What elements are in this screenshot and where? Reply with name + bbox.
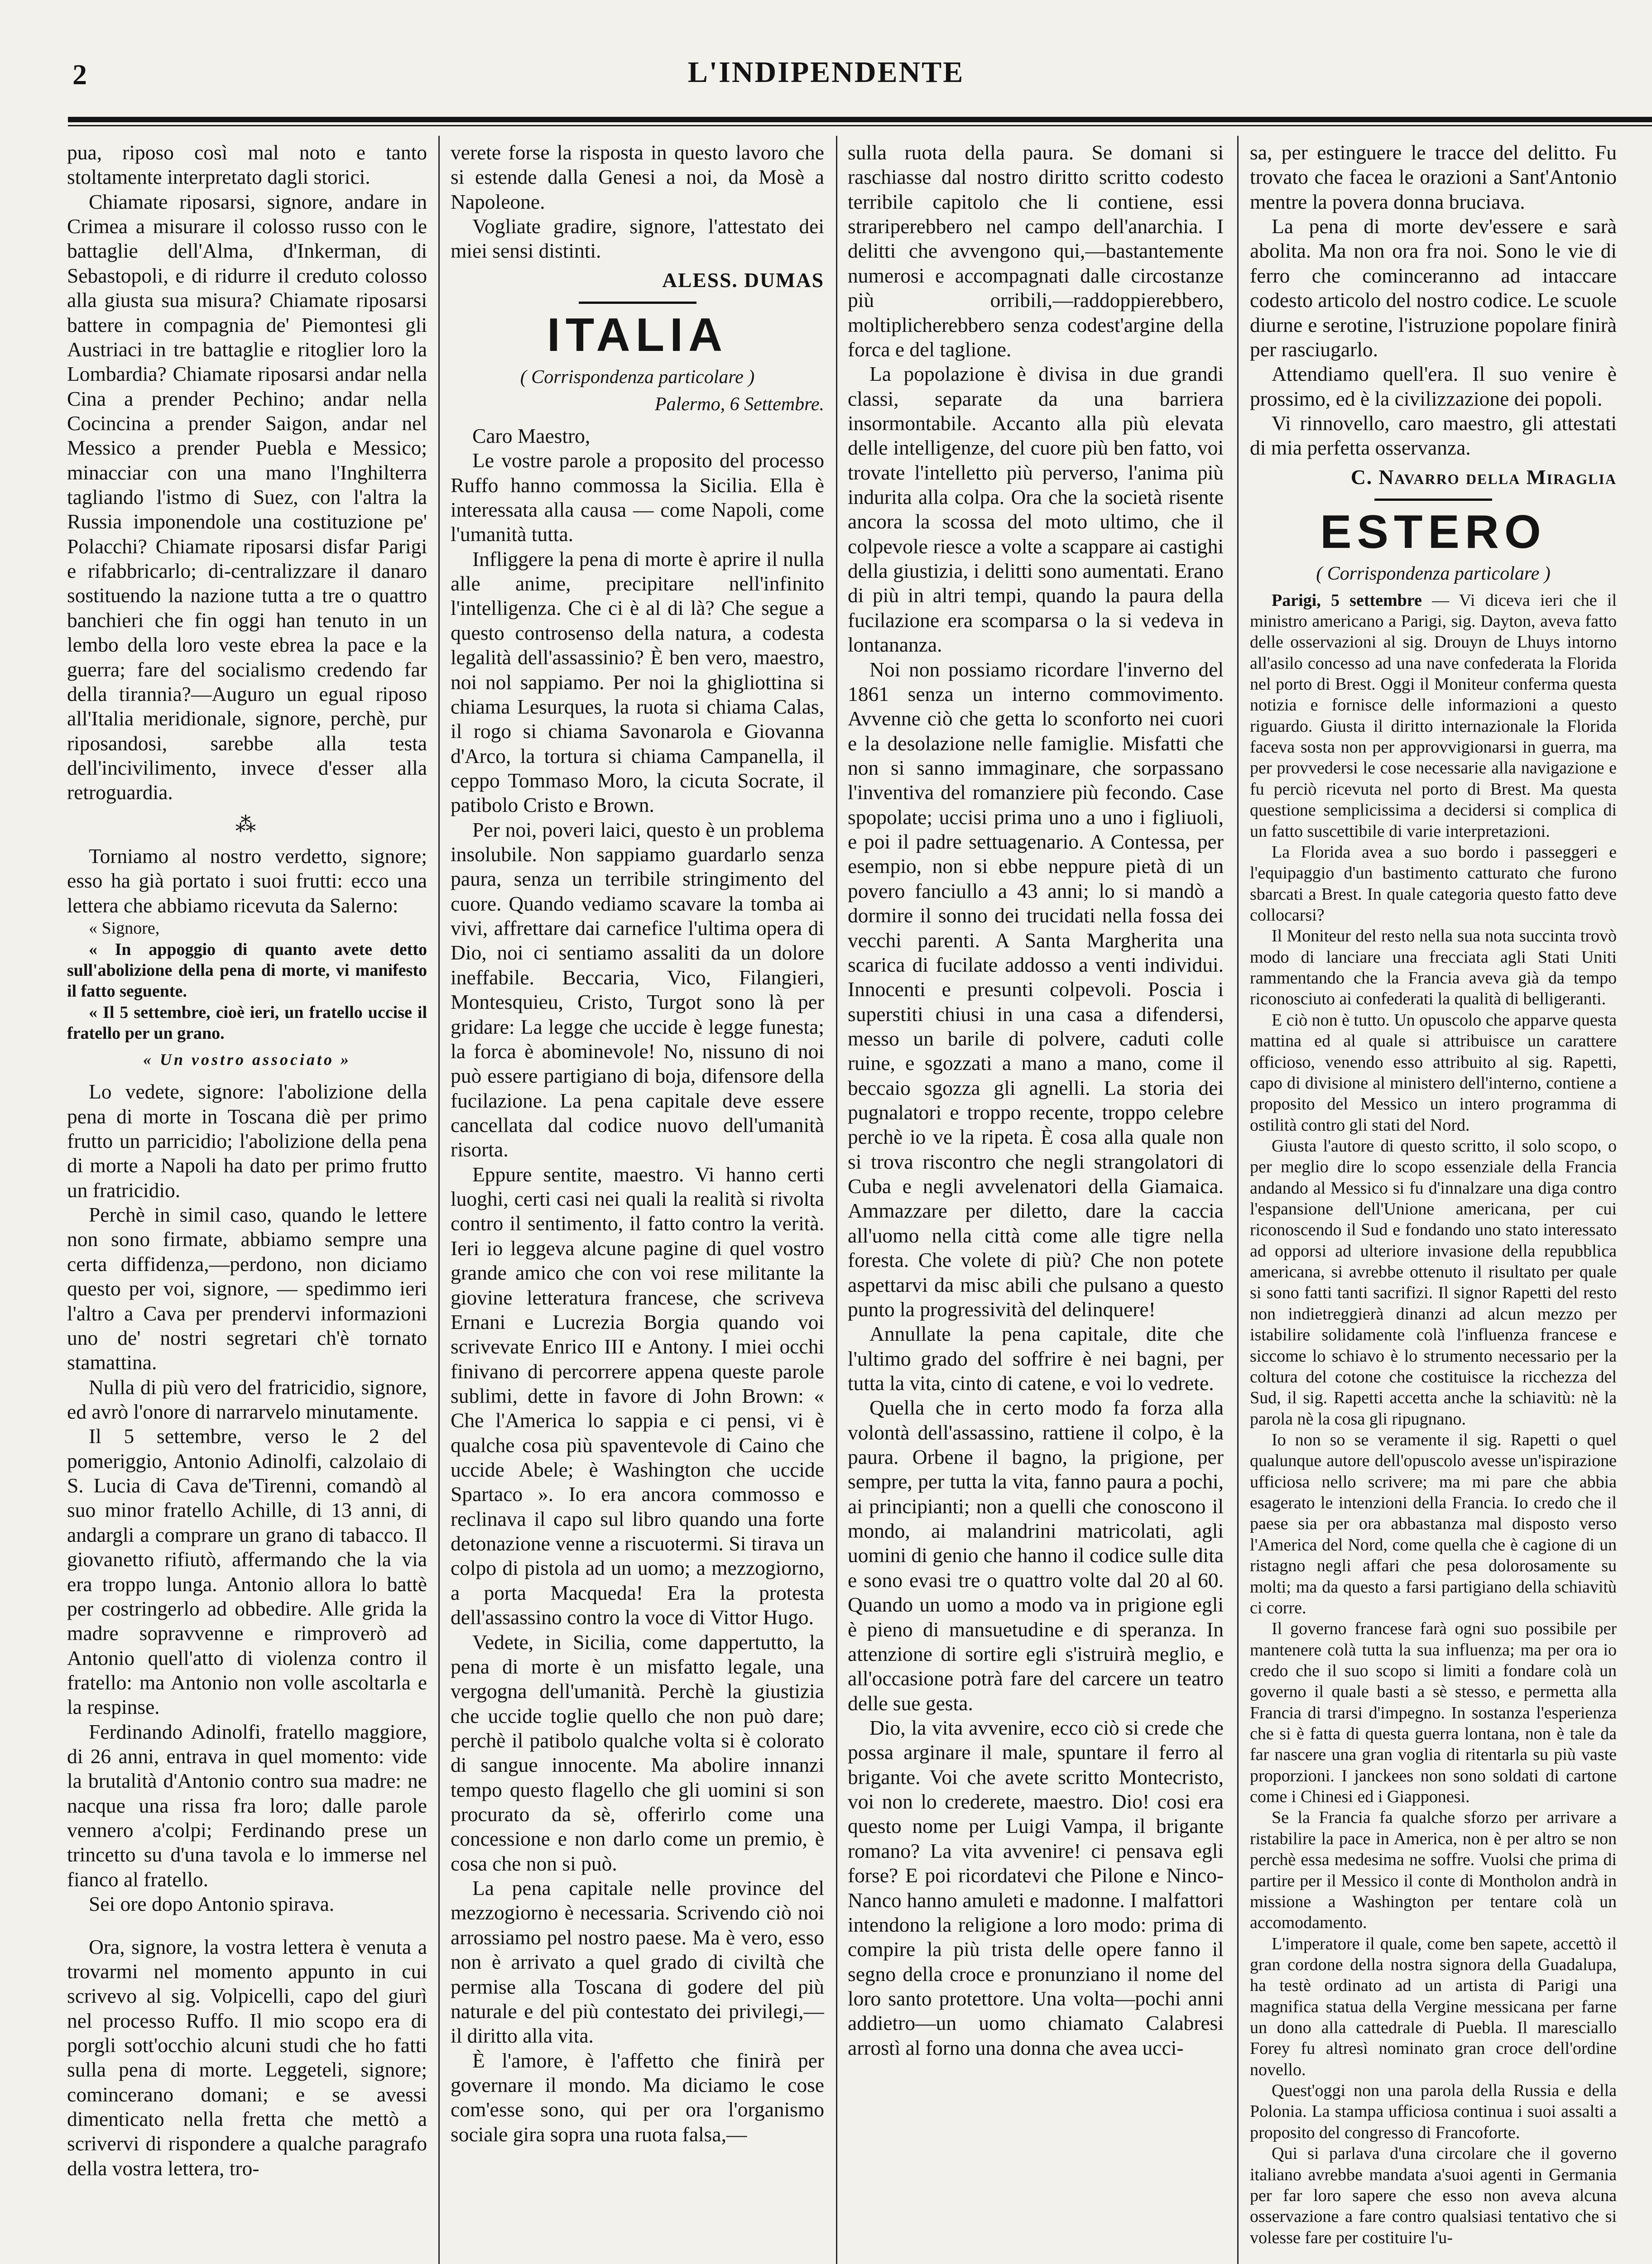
paragraph: La Florida avea a suo bordo i passeggeri e l'equipaggio d'un bastimento catturato che furono sbarcati a Brest. In quale categoria questo fatto deve collocarsi? (1250, 842, 1617, 925)
paragraph: Annullate la pena capitale, dite che l'ultimo grado del soffrire è nei bagni, per tutta la vita, cinto di catene, e voi lo vedrete. (848, 1322, 1224, 1395)
paragraph: Lo vedete, signore: l'abolizione della pena di morte in Toscana diè per primo frutto un parricidio; l'abolizione della pena di morte a Napoli ha dato per primo frutto un fratricidio. (67, 1080, 427, 1202)
signature-dumas: ALESS. DUMAS (662, 268, 824, 292)
paragraph: Il 5 settembre, verso le 2 del pomeriggio, Antonio Adinolfi, calzolaio di S. Lucia di Cava de'Tirenni, comandò al suo minor fratello Achille, di 13 anni, di andargli a comprare un grano di tabacco. Il giovanetto rifiutò, affermando che la via era troppo lunga. Antonio allora lo battè per costringerlo ad obbedire. Alle grida la madre sopravvenne e rimproverò ad Antonio quell'atto di violenza contro il fratello: ma Antonio non volle ascoltarla e la respinse. (67, 1425, 427, 1719)
dateline-lead: Parigi, 5 settembre (1272, 590, 1422, 610)
quoted-letter-line: « In appoggio di quanto avete detto sull'abolizione della pena di morte, vi manifesto il fatto seguente. (67, 940, 427, 1001)
paragraph: Giusta l'autore di questo scritto, il solo scopo, o per meglio dire lo scopo essenziale della Francia andando al Messico si fu d'innalzare una diga contro l'espansione dell'Unione americana, per cui riconoscendo il Sud e fondando uno stato interessato ad opporsi ad ulteriore invasione della repubblica americana, si avrebbe ottenuto il risultato per quale si sono fatti tanti sacrifizi. Il signor Rapetti del resto non indietreggierà dinanzi ad alcun mezzo per istabilire solidamente colà l'influenza francese e siccome lo schiavo è lo strumento necessario per la coltura del cotone che costituisce la ricchezza del Sud, il sig. Rapetti accetta anche la schiavitù: nè la parola nè la cosa gli ripugnano. (1250, 1136, 1617, 1429)
paragraph: Quella che in certo modo fa forza alla volontà dell'assassino, rattiene il colpo, è la paura. Orbene il bagno, la prigione, per sempre, per tutta la vita, fanno paura a pochi, ai principianti; non a quelli che conoscono il mondo, ai malandrini matricolati, agli uomini di genio che hanno il codice sulle dita e sono evasi tre o quattro volte dal 20 al 60. Quando un uomo a modo va in prigione egli è pieno di mansuetudine e di speranza. In attenzione di sortire egli s'istruirà meglio, e all'occasione potrà fare del carcere un teatro delle sue gesta. (848, 1396, 1224, 1715)
column-3 (848, 140, 1224, 2264)
section-title-italia: ITALIA (547, 309, 728, 362)
signature-navarro: C. Navarro della Miraglia (1350, 465, 1617, 489)
column-2 (451, 140, 824, 2264)
paragraph: Perchè in simil caso, quando le lettere non sono firmate, abbiamo sempre una certa diffidenza,—perdono, non diciamo questo per voi, signore, — spedimmo ieri l'altro a Cava per prendervi informazioni uno de' nostri segretari ch'è tornato stamattina. (67, 1203, 427, 1374)
paragraph: sa, per estinguere le tracce del delitto. Fu trovato che facea le orazioni a Sant'Antonio mentre la povera donna bruciava. (1250, 141, 1617, 213)
paragraph: Vedete, in Sicilia, come dappertutto, la pena di morte è un misfatto legale, una vergogna dell'umanità. Perchè la giustizia che uccide toglie quello che non può dare; perchè il patibolo qualche volta si è colorato di sangue innocente. Ma abolire innanzi tempo questo flagello che gli uomini si son procurato da sè, offerirlo come una concessione e non darlo come un premio, è cosa che non si può. (451, 1630, 824, 1875)
paragraph: Eppure sentite, maestro. Vi hanno certi luoghi, certi casi nei quali la realità si rivolta contro il sentimento, il fatto contro la verità. Ieri io leggeva alcune pagine di quel vostro grande amico che con voi rese militante la giovine letteratura francese, che scriveva Ernani e Lucrezia Borgia quando voi scrivevate Enrico III e Antony. I miei occhi finivano di percorrere appena queste parole sublimi, dette in favore di John Brown: « Che l'America lo sappia e ci pensi, vi è qualche cosa più spaventevole di Caino che uccide Abele; è Washington che uccide Spartaco ». Io era ancora commosso e reclinava il capo sul libro quando una forte detonazione venne a riscuotermi. Si tirava un colpo di pistola ad un uomo; a mezzogiorno, a porta Macqueda! Era la protesta dell'assassino contro la voce di Vittor Hugo. (451, 1162, 824, 1629)
paragraph: Sei ore dopo Antonio spirava. (89, 1892, 335, 1916)
section-rule (579, 302, 696, 304)
correspondence-label: ( Corrispondenza particolare ) (520, 366, 755, 388)
paragraph: Qui si parlava d'una circolare che il governo italiano avrebbe mandata a'suoi agenti in Germania per far loro sapere che esso non aveva alcuna osservazione a fare contro qualsiasi tentativo che si volesse fare per costituire l'u- (1250, 2144, 1617, 2247)
paragraph: Noi non possiamo ricordare l'inverno del 1861 senza un interno commovimento. Avvenne ciò che getta lo sconforto nei cuori e la desolazione nelle famiglie. Misfatti che non si sanno immaginare, che sorpassano l'inventiva del romanziere più fecondo. Case spopolate; uccisi prima uno a uno i figliuoli, e poi il padre settuagenario. A Contessa, per esempio, non si ebbe neppure pietà di un povero fanciullo a 43 anni; lo si mandò a dormire il sonno dei trucidati nella fossa dei vecchi parenti. A Santa Margherita una scarica di fucilate addosso a venti individui. Innocenti e presunti colpevoli. Poscia i superstiti chiusi in una casa a difendersi, messo un barile di polvere, caduti colle ruine, e sgozzati a mano a mano, come il beccaio sgozza gli agnelli. La storia dei pugnalatori e troppo recente, troppo celebre perchè io ve la ripeta. È cosa alla quale non si trova riscontro che negli strangolatori di Cuba e negli avvelenatori della Giamaica. Ammazzare per diletto, dare la caccia all'uomo nella città come alle tigre nella foresta. Che volete di più? Che non potete aspettarvi da misc abili che pulsano a questo punto la progressività del delinquere! (848, 657, 1224, 1321)
paragraph: Attendiamo quell'era. Il suo venire è prossimo, ed è la civilizzazione dei popoli. (1250, 362, 1617, 410)
paragraph: sulla ruota della paura. Se domani si raschiasse dal nostro diritto scritto codesto terribile capitolo che li contiene, essi strariperebbero nel campo dell'anarchia. I delitti che avvengono qui,—bastantemente numerosi e accompagnati dalle circostanze più orribili,—raddoppierebbero, moltiplicherebbero senza codest'argine della forca e del taglione. (848, 141, 1224, 361)
paragraph: Torniamo al nostro verdetto, signore; esso ha già portato i suoi frutti: ecco una lettera che abbiamo ricevuta da Salerno: (67, 844, 427, 917)
paragraph: Per noi, poveri laici, questo è un problema insolubile. Non sappiamo guardarlo senza paura, senza un terribile stringimento del cuore. Quando vediamo scavare la tomba ai vivi, affrettare dai carnefice l'ultima opera di Dio, noi ci sentiamo assaliti da un dolore ineffabile. Beccaria, Vico, Filangieri, Montesquieu, Cristo, Turgot sono là per gridare: La legge che uccide è legge funesta; la forca è abominevole! No, nissuno di noi può essere partigiano di boja, difensore della fucilazione. La pena capitale deve essere cancellata dal codice nuovo dell'umanità risorta. (451, 818, 824, 1161)
paragraph: Dio, la vita avvenire, ecco ciò si crede che possa arginare il male, spuntare il ferro al brigante. Voi che avete scritto Montecristo, voi non lo crederete, maestro. Dio! cosi era questo nome per Luigi Vampa, il brigante romano? La vita avvenire! ci pensava egli forse? E poi ricordatevi che Pilone e Ninco-Nanco hanno amuleti e madonne. I malfattori intendono la religione a loro modo: prima di compire la più trista delle opere fanno il segno della croce e pronunziano il nome del loro santo protettore. Una volta—pochi anni addietro—un uomo chiamato Calabresi arrostì al forno una donna che avea ucci- (848, 1716, 1224, 2059)
correspondence-label: ( Corrispondenza particolare ) (1316, 563, 1551, 585)
paragraph: Io non so se veramente il sig. Rapetti o quel qualunque autore dell'opuscolo avesse un'ispirazione ufficiosa nello scrivere; ma mi pare che abbia esagerato le intenzioni della Francia. Io credo che il paese sia per ora abbastanza mal disposto verso l'America del Nord, come quella che è cagione di un ristagno negli affari che pesa dolorosamente su molti; ma da questo a farsi partigiano della schiavitù ci corre. (1250, 1430, 1617, 1617)
paragraph: La popolazione è divisa in due grandi classi, separate da una barriera insormontabile. Accanto alla più elevata delle intelligenze, del cuore più ben fatto, voi trovate l'intelletto più perverso, l'anima più indurita alla colpa. Ora che la società risente ancora la scossa del moto ultimo, che il colpevole riesce a volte a scappare ai castighi della giustizia, i delitti sono aumentati. Erano di più in altri tempi, quando la paura della fucilazione era scomparsa o la si vedeva in lontananza. (848, 362, 1224, 657)
column-divider (438, 136, 440, 2264)
paragraph: La pena capitale nelle province del mezzogiorno è necessaria. Scrivendo ciò noi arrossiamo pel nostro paese. Ma è vero, esso non è arrivato a quel grado di civiltà che permise alla Toscana di godere del più naturale e del più contestato dei privilegi,—il diritto alla vita. (451, 1876, 824, 2048)
paragraph: La pena di morte dev'essere e sarà abolita. Ma non ora fra noi. Sono le vie di ferro che cominceranno ad intaccare codesto articolo del nostro codice. Le scuole diurne e serotine, l'istruzione popolare finirà per rasciugarlo. (1250, 215, 1617, 361)
column-1 (67, 140, 427, 2264)
paragraph: pua, riposo così mal noto e tanto stoltamente interpretato dagli storici. (67, 141, 427, 189)
paragraph: Se la Francia fa qualche sforzo per arrivare a ristabilire la pace in America, non è per altro se non perchè essa medesima ne soffre. Vuolsi che prima di partire per il Messico il conte di Montholon andrà in missione a Washington per tentare colà un accomodamento. (1250, 1808, 1617, 1933)
column-divider (836, 136, 837, 2264)
paragraph: Il Moniteur del resto nella sua nota succinta trovò modo di lanciare una frecciata agli Stati Uniti rammentando che la Francia aveva già da tempo riconosciuto ai confederati la qualità di belligeranti. (1250, 926, 1617, 1009)
paragraph: Vogliate gradire, signore, l'attestato dei miei sensi distinti. (451, 215, 824, 263)
paragraph: Le vostre parole a proposito del processo Ruffo hanno commossa la Sicilia. Ella è interessata alla causa — come Napoli, come l'umanità tutta. (451, 449, 824, 546)
header-rule-thin (68, 125, 1652, 126)
newspaper-title: L'INDIPENDENTE (687, 56, 965, 89)
paragraph: verete forse la risposta in questo lavoro che si estende dalla Genesi a noi, da Mosè a Napoleone. (451, 141, 824, 213)
dateline: Palermo, 6 Settembre. (654, 393, 824, 415)
quoted-letter-line: « Il 5 settembre, cioè ieri, un fratello uccise il fratello per un grano. (67, 1002, 427, 1043)
section-title-estero: ESTERO (1320, 506, 1546, 559)
paragraph: Ferdinando Adinolfi, fratello maggiore, di 26 anni, entrava in quel momento: vide la brutalità d'Antonio contro sua madre: ne nacque una rissa fra loro; dalle parole vennero a'colpi; Ferdinando prese un trincetto su d'una tavola e lo immerse nel fianco al fratello. (67, 1720, 427, 1891)
salutation: Caro Maestro, (472, 424, 591, 447)
column-4 (1250, 140, 1617, 2264)
header-rule (68, 117, 1652, 122)
separator-asterism: ⁂ (235, 812, 259, 836)
column-divider (1237, 136, 1239, 2264)
paragraph: Vi rinnovello, caro maestro, gli attestati di mia perfetta osservanza. (1250, 411, 1617, 460)
paragraph: L'imperatore il quale, come ben sapete, accettò il gran cordone della nostra signora della Guadalupa, ha testè ordinato ad un artista di Parigi una magnifica statua della Vergine messicana per farne un dono alla cattedrale di Puebla. Il maresciallo Forey fu altresì nominato gran croce dell'ordine novello. (1250, 1934, 1617, 2079)
page-number: 2 (72, 58, 87, 91)
letter-signature: « Un vostro associato » (143, 1050, 351, 1069)
paragraph: È l'amore, è l'affetto che finirà per governare il mondo. Ma diciamo le cose com'esse sono, qui per ora l'organismo sociale gira sopra una ruota falsa,— (451, 2048, 824, 2146)
paragraph: Chiamate riposarsi, signore, andare in Crimea a misurare il colosso russo con le battaglie dell'Alma, d'Inkerman, di Sebastopoli, e di ridurre il creduto colosso alla giusta sua misura? Chiamate riposarsi battere in compagnia de' Piemontesi gli Austriaci in tre battaglie e ritoglier loro la Lombardia? Chiamate riposarsi andar nella Cina a prender Pechino; andar nella Cocincina a prender Saigon, andar nel Messico a prender Puebla e Messico; minacciar con una mano l'Inghilterra tagliando l'istmo di Suez, con l'altra la Russia imponendole una costituzione pe' Polacchi? Chiamate riposarsi disfar Parigi e rifabbricarlo; di-centralizzare il danaro sostituendo la nazione tutta a tre o quattro banchieri che fin oggi han tenuto in un lembo della loro veste ebrea la pace e la guerra; fare del socialismo credendo far della tirannia?—Auguro un egual riposo all'Italia meridionale, signore, perchè, pur riposandosi, sarebbe alla testa dell'incivilimento, invece d'esser alla retroguardia. (67, 190, 427, 804)
section-rule (1374, 499, 1492, 501)
paragraph: Il governo francese farà ogni suo possibile per mantenere colà tutta la sua influenza; ma per ora io credo che il suo scopo si limiti a fondare colà un governo il quale basti a sè stesso, e permetta alla Francia di trarsi d'impegno. In sostanza l'esperienza che si è fatta di questa guerra lontana, non è tale da far nascere una gran voglia di ritentarla su più vaste proporzioni. I janckees non sono soldati di cartone come i Chinesi ed i Giapponesi. (1250, 1619, 1617, 1807)
paragraph: Quest'oggi non una parola della Russia e della Polonia. La stampa ufficiosa continua i suoi assalti a proposito del congresso di Francoforte. (1250, 2081, 1617, 2142)
paragraph: Infliggere la pena di morte è aprire il nulla alle anime, precipitare nell'infinito l'intelligenza. Che ci è al di là? Che segue a questo controsenso della natura, a codesta legalità dell'assassinio? È ben vero, maestro, noi nol sappiamo. Per noi la ghigliottina si chiama Lesurques, la ruota si chiama Calas, il rogo si chiama Savonarola e Giovanna d'Arco, la tortura si chiama Campanella, il ceppo Tommaso Moro, la cicuta Socrate, il patibolo Cristo e Brown. (451, 547, 824, 817)
quoted-letter-line: « Signore, (89, 919, 160, 938)
paragraph: E ciò non è tutto. Un opuscolo che apparve questa mattina ed al quale si attribuisce un carattere officioso, venendo esso attribuito al sig. Rapetti, capo di divisione al ministero dell'interno, contiene a proposito del Messico un intero programma di ostilità contro gli stati del Nord. (1250, 1010, 1617, 1135)
paragraph: Ora, signore, la vostra lettera è venuta a trovarmi nel momento appunto in cui scrivevo al sig. Volpicelli, capo del giurì nel processo Ruffo. Il mio scopo era di porgli sott'occhio alcuni studi che ho fatti sulla pena di morte. Leggeteli, signore; comincerano domani; e se avessi dimenticato nella fretta che mettò a scrivervi di rispondere a qualche paragrafo della vostra lettera, tro- (67, 1935, 427, 2180)
paragraph: — Vi diceva ieri che il ministro americano a Parigi, sig. Dayton, aveva fatto delle osservazioni al sig. Drouyn de Lhuys intorno all'asilo concesso ad una nave confederata la Florida nel porto di Brest. Oggi il Moniteur conferma questa notizia e fornisce delle informazioni a questo riguardo. Giusta il diritto internazionale la Florida faceva sosta non per approvvigionarsi in guerra, ma per provvedersi le cose necessarie alla navigazione e fu perciò ricevuta nel porto di Brest. Ma questa questione semplicissima a decidersi si complica di un fatto suscettibile di varie interpretazioni. (1250, 590, 1617, 841)
paragraph: Nulla di più vero del fratricidio, signore, ed avrò l'onore di narrarvelo minutamente. (67, 1375, 427, 1423)
